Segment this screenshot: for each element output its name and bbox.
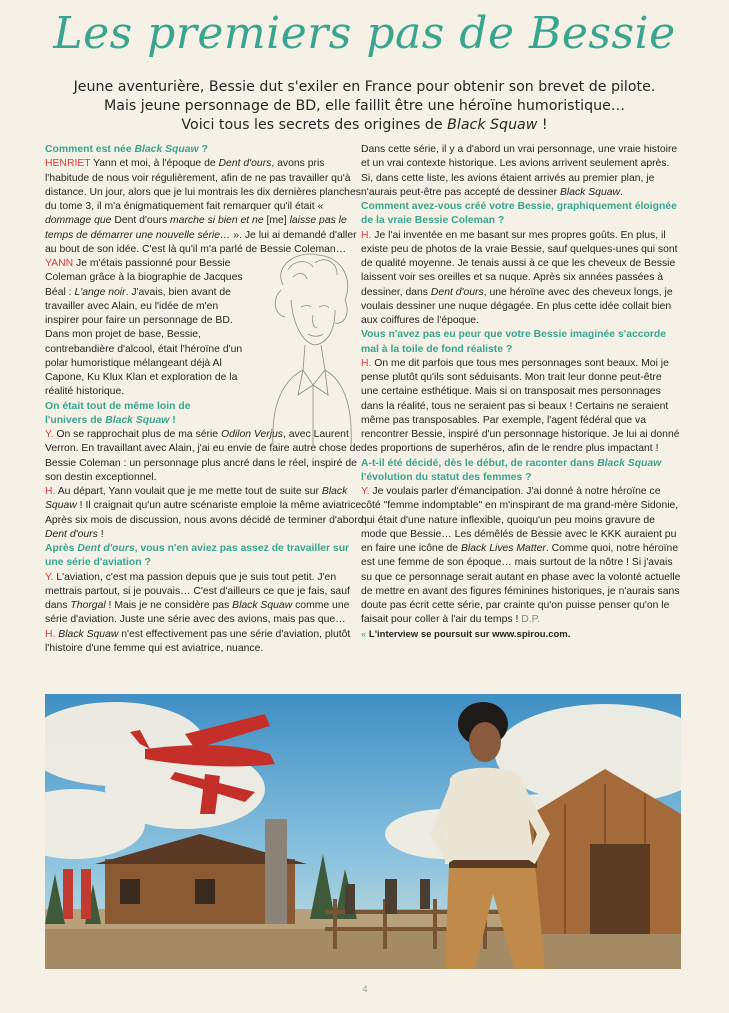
- answer-6: H. Black Squaw n'est effectivement pas une série d'aviation, plutôt l'histoire d'une femme qui est aviatrice, nuance.: [45, 628, 351, 654]
- speaker-y: Y.: [45, 571, 54, 583]
- answer-9: H. On me dit parfois que tous mes personnages sont beaux. Moi je pense plutôt qu'ils sont séduisants. Mon trait leur donne peut-être une certaine esthétique. Mais si on transposait mes personnages dans la réalité, tous ne seraient pas si beaux ! Certains ne seraient même pas transposables. Par exemple, l'agent fédéral que va rencontrer Bessie, inspiré d'un personnage historique. Je lui ai donné des proportions de superhéros, afin de le rendre plus impactant !: [361, 357, 680, 455]
- answer-1: HENRIET Yann et moi, à l'époque de Dent d'ours, avons pris l'habitude de nous voir régulièrement, afin de ne pas travailler qu'à distance. Un jour, alors que je lui montrais les dix dernières planches du tome 3, il m'a énigmatiquement fait remarquer qu'il était « dommage que Dent d'ours marche si bien et ne [me] laisse pas le temps de démarrer une nouvelle série… ». Je lui ai demandé d'aller au bout de son idée. C'est là qu'il m'a parlé de Bessie Coleman…: [45, 158, 361, 255]
- answer-3: Y. On se rapprochait plus de ma série Odilon Verjus, avec Laurent Verron. En travaillant avec Alain, j'ai eu envie de faire autre chose de Bessie Coleman : un personnage plus ancré dans le réel, inspiré de son destin exceptionnel.: [45, 429, 362, 483]
- bessie-sketch-portrait: [253, 245, 363, 445]
- speaker-h: H.: [361, 229, 372, 241]
- speaker-h: H.: [45, 628, 56, 640]
- intro-line-2: Mais jeune personnage de BD, elle faillit être une héroïne humoristique…: [104, 98, 625, 114]
- intro: [20, 78, 709, 135]
- arrow-icon: «: [361, 628, 367, 640]
- intro-line-3-end: !: [537, 117, 548, 133]
- page-number: 4: [362, 984, 368, 994]
- website-credit: [361, 628, 681, 642]
- intro-line-3: [20, 116, 709, 135]
- author-signature: D.P.: [521, 614, 541, 626]
- answer-2: YANN Je m'étais passionné pour Bessie Coleman grâce à la biographie de Jacques Béal : L'ange noir. J'avais, bien avant de travailler avec Alain, eu l'idée de m'en inspirer pour faire un personnage de BD. Dans mon projet de base, Bessie, contrebandière d'alcool, était l'héroïne d'un polar humoristique mélangeant déjà Al Capone, Ku Klux Klan et exploration de la réalité historique.: [45, 258, 243, 398]
- answer-8: H. Je l'ai inventée en me basant sur mes propres goûts. En plus, il existe peu de photos de la vraie Bessie, sauf quelques-unes qui sont de qualité moyenne. Je tenais aussi à ce que les cheveux de Bessie laissent voir ses oreilles et sa nuque. Après six années passées à dessiner, dans Dent d'ours, une héroïne avec des cheveux longs, je voulais dessiner une nuque dégagée. En plus cette idée collait bien aux coiffures de l'époque.: [361, 229, 678, 326]
- answer-7: Dans cette série, il y a d'abord un vrai personnage, une vraie histoire et un vrai contexte historique. Les avions arrivent seulement après. Si, dans cette liste, les avions étaient arrivés au premier plan, je n'aurais peut-être pas accepté de dessiner Black Squaw.: [361, 144, 678, 198]
- speaker-h: H.: [45, 486, 56, 497]
- question-6: A-t-il été décidé, dès le début, de raconter dans Black Squaw l'évolution du statut des femmes ?: [361, 457, 662, 483]
- question-2: On était tout de même loin de l'univers de Black Squaw !: [45, 400, 191, 426]
- interview-column-right: [361, 143, 681, 642]
- answer-5: Y. L'aviation, c'est ma passion depuis que je suis tout petit. J'en mettrais partout, si je pouvais… C'est d'ailleurs ce que je fais, sauf dans Thorgal ! Mais je ne considère pas Black Squaw comme une série d'aviation. Juste une série avec des avions, mais pas que…: [45, 571, 350, 626]
- comic-illustration: [45, 694, 681, 969]
- answer-4: H. Au départ, Yann voulait que je me mette tout de suite sur Black Squaw ! Il craignait qu'un autre scénariste emploie la même aviatrice. Après six mois de discussion, nous avons décidé de terminer d'abord Dent d'ours !: [45, 486, 365, 540]
- intro-series-name: Black Squaw: [447, 117, 538, 133]
- question-4: Comment avez-vous créé votre Bessie, graphiquement éloignée de la vraie Bessie Coleman ?: [361, 201, 677, 227]
- page-title: Les premiers pas de Bessie: [53, 8, 676, 59]
- intro-line-1: Jeune aventurière, Bessie dut s'exiler en France pour obtenir son brevet de pilote.: [73, 79, 656, 95]
- speaker-y: Y.: [361, 486, 370, 497]
- speaker-h: H.: [361, 357, 372, 369]
- question-5: Vous n'avez pas eu peur que votre Bessie imaginée s'accorde mal à la toile de fond réaliste ?: [361, 329, 667, 355]
- speaker-yann: YANN: [45, 258, 74, 269]
- speaker-henriet: HENRIET: [45, 158, 91, 170]
- question-1: Comment est née Black Squaw ?: [45, 144, 208, 155]
- answer-10: Y. Je voulais parler d'émancipation. J'ai donné à notre héroïne ce côté "femme indomptable" en m'inspirant de ma grand-mère Sidonie, qui était d'une nature inflexible, quoiqu'un peu moins gravure de mode que Bessie… Les démêlés de Bessie avec le KKK auraient pu en faire une icône de Black Lives Matter. Comme quoi, notre héroïne est une femme de son époque… mais surtout de la nôtre ! Si j'avais su que ce personnage serait autant en phase avec la volonté actuelle de mettre en avant des figures féminines historiques, je n'aurais sans doute pas écrit cette série, par crainte qu'on puisse penser qu'on le faisait pour coller à l'air du temps ! D.P.: [361, 486, 681, 626]
- speaker-y: Y.: [45, 429, 54, 440]
- credit-text: L'interview se poursuit sur www.spirou.com.: [366, 628, 571, 640]
- intro-line-3-text: Voici tous les secrets des origines de: [181, 117, 448, 133]
- question-3: Après Dent d'ours, vous n'en aviez pas assez de travailler sur une série d'aviation ?: [45, 543, 350, 569]
